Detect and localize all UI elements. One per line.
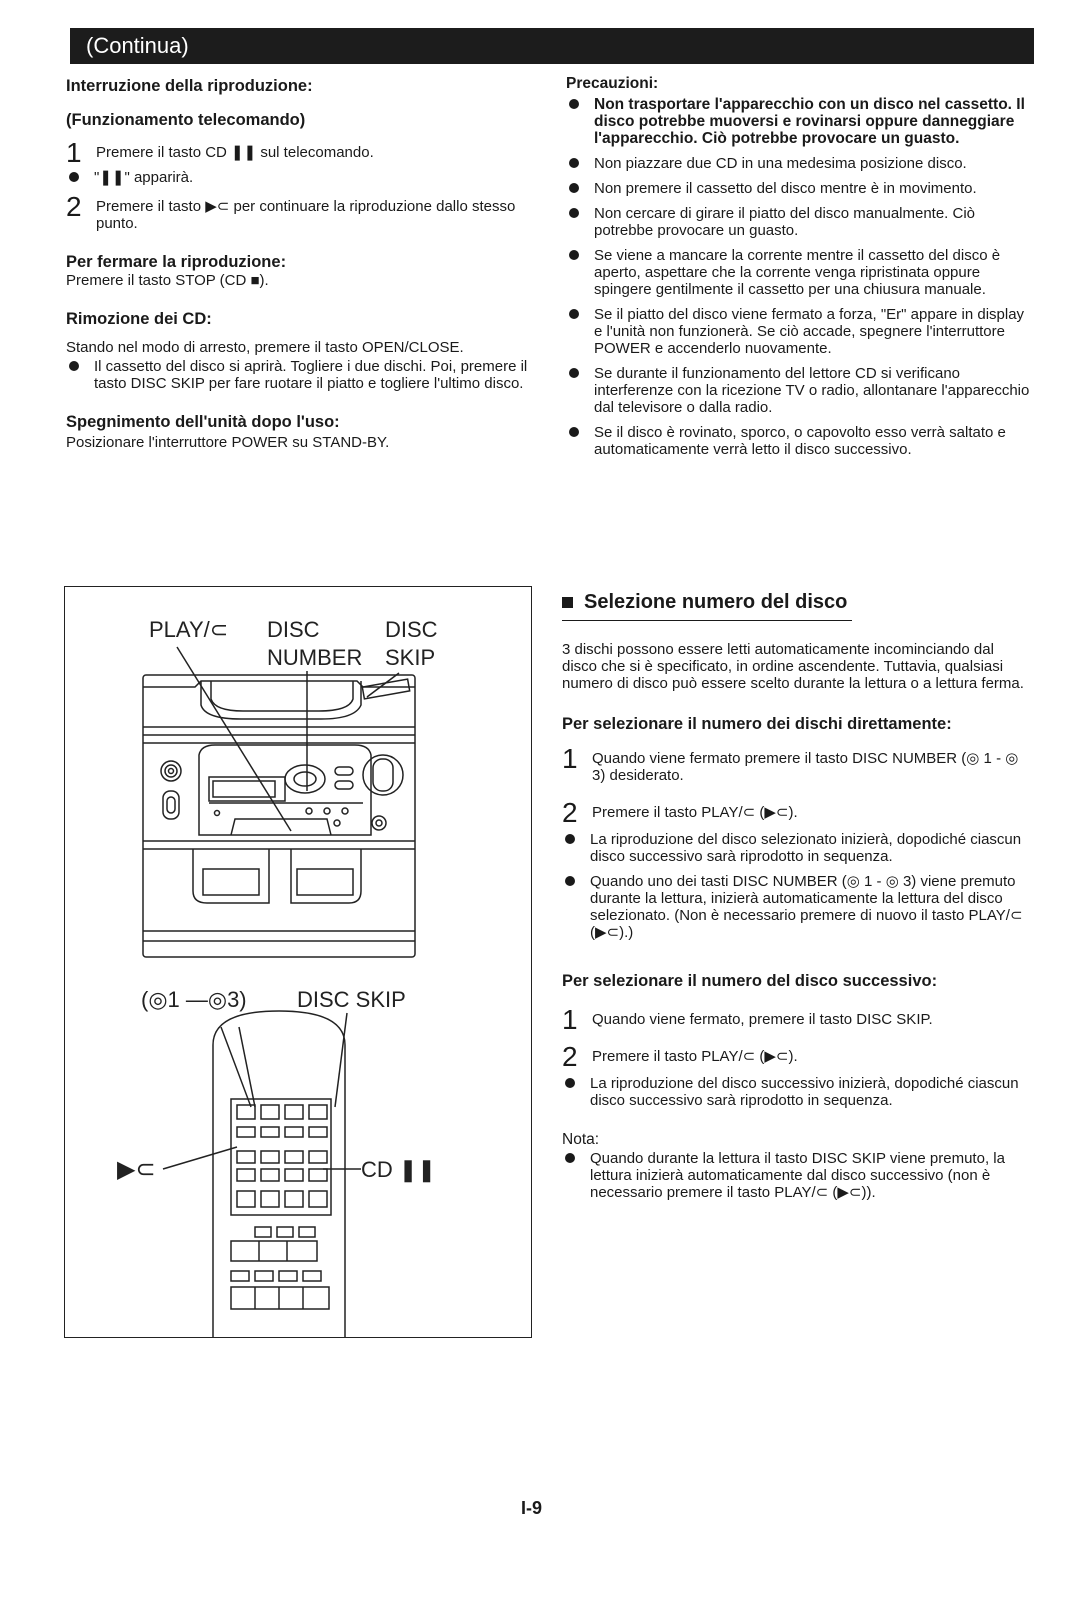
- precaution-item: [566, 365, 1036, 416]
- bullet-text: La riproduzione del disco successivo inizierà, dopodiché ciascun disco successivo sarà riprodotto in sequenza.: [590, 1075, 1019, 1109]
- bullet-dot-icon: [565, 876, 575, 886]
- precaution-text: Se il disco è rovinato, sporco, o capovolto esso verrà saltato e automaticamente verrà letto il disco successivo.: [594, 424, 1006, 458]
- precaution-item: [566, 424, 1036, 458]
- bullet-text: La riproduzione del disco selezionato inizierà, dopodiché ciascun disco successivo sarà riprodotto in sequenza.: [590, 831, 1022, 865]
- label-number: NUMBER: [267, 645, 363, 670]
- next-step-2: [562, 1041, 1032, 1072]
- label-disc-range: (◎1 —◎3): [141, 987, 247, 1012]
- remote-control: [213, 1011, 347, 1337]
- precaution-item: [566, 155, 1036, 172]
- direct-step-1: [562, 743, 1032, 784]
- bullet-dot-icon: [565, 834, 575, 844]
- bullet-dot-icon: [565, 1153, 575, 1163]
- label-disc-skip-1: DISC: [385, 617, 438, 642]
- pointer-play-remote: [163, 1147, 237, 1169]
- step-text: Premere il tasto PLAY/⊂ (▶⊂).: [592, 804, 798, 821]
- cd-player-unit: [143, 675, 415, 957]
- precaution-item: [566, 205, 1036, 239]
- precaution-item: [566, 96, 1036, 147]
- disc-select-title-text: Selezione numero del disco: [584, 591, 848, 613]
- step-number: 2: [562, 1041, 578, 1072]
- left-column: [66, 74, 544, 451]
- device-drawing: [65, 587, 533, 1339]
- bullet-dot-icon: [69, 172, 79, 182]
- bullet-dot-icon: [569, 427, 579, 437]
- precautions-section: [566, 74, 1036, 458]
- step-text: Quando viene fermato premere il tasto DISC NUMBER (◎ 1 - ◎ 3) desiderato.: [592, 750, 1019, 784]
- bullet-dot-icon: [69, 361, 79, 371]
- precaution-text: Se il piatto del disco viene fermato a forza, "Er" appare in display e l'unità non funzionerà. Se ciò accade, spegnere l'interruttore POWER e accenderlo nuovamente.: [594, 306, 1025, 357]
- page-number: I-9: [521, 1498, 543, 1518]
- step-number: 2: [562, 797, 578, 828]
- remote-button-panel: [231, 1099, 331, 1215]
- step-1-remote: [66, 137, 544, 168]
- bullet-text: Quando uno dei tasti DISC NUMBER (◎ 1 - ◎ 3) viene premuto durante la lettura, inizierà automaticamente la lettura del disco selezionato. (Non è necessario premere di nuovo il tasto PLAY/⊂ (▶⊂).): [590, 873, 1023, 941]
- step-text: Premere il tasto ▶⊂ per continuare la riproduzione dallo stesso punto.: [96, 198, 516, 232]
- off-title: Spegnimento dell'unità dopo l'uso:: [66, 413, 340, 431]
- header-title: (Continua): [86, 33, 189, 58]
- remove-title: Rimozione dei CD:: [66, 310, 212, 328]
- label-cd-pause: CD ❚❚: [361, 1157, 436, 1182]
- bullet-text: "❚❚" apparirà.: [94, 169, 194, 186]
- pause-bullet: [66, 169, 544, 186]
- label-disc: DISC: [267, 617, 320, 642]
- step-number: 2: [66, 191, 82, 222]
- label-play: PLAY/⊂: [149, 617, 229, 642]
- precaution-text: Se durante il funzionamento del lettore CD si verificano interferenze con la ricezione TV o radio, allontanare l'apparecchio dal televisore o dalla radio.: [594, 365, 1030, 416]
- precaution-item: [566, 247, 1036, 298]
- next-step-1: [562, 1004, 1032, 1035]
- bullet-dot-icon: [569, 208, 579, 218]
- stop-text: Premere il tasto STOP (CD ■).: [66, 272, 269, 289]
- precaution-text: Non piazzare due CD in una medesima posizione disco.: [594, 155, 967, 172]
- interrupt-title: Interruzione della riproduzione:: [66, 77, 313, 95]
- precaution-text: Non cercare di girare il piatto del disco manualmente. Ciò potrebbe provocare un guasto.: [594, 205, 976, 239]
- square-bullet-icon: [562, 597, 573, 608]
- bullet-dot-icon: [565, 1078, 575, 1088]
- direct-bullet: [562, 873, 1032, 941]
- bullet-dot-icon: [569, 250, 579, 260]
- direct-step-2: [562, 797, 1032, 828]
- direct-title: Per selezionare il numero dei dischi direttamente:: [562, 715, 952, 733]
- bullet-dot-icon: [569, 309, 579, 319]
- step-text: Quando viene fermato, premere il tasto DISC SKIP.: [592, 1011, 933, 1028]
- step-text: Premere il tasto CD ❚❚ sul telecomando.: [96, 144, 374, 161]
- precautions-title: Precauzioni:: [566, 75, 659, 92]
- note-title: Nota:: [562, 1131, 600, 1148]
- disc-select-intro: 3 dischi possono essere letti automaticamente incominciando dal disco che si è specificato, in ordine ascendente. Tuttavia, qualsiasi numero di disco può essere scelto durante la lettura o a lettura ferma.: [562, 641, 1024, 692]
- precaution-item: [566, 180, 1036, 197]
- bullet-dot-icon: [569, 183, 579, 193]
- bullet-dot-icon: [569, 99, 579, 109]
- disc-select-title: [562, 590, 1032, 614]
- title-underline: [562, 620, 852, 621]
- precaution-item: [566, 306, 1036, 357]
- label-disc-skip-2: DISC SKIP: [297, 987, 406, 1012]
- note-bullet: [562, 1150, 1032, 1201]
- next-title: Per selezionare il numero del disco successivo:: [562, 972, 938, 990]
- precaution-text: Non premere il cassetto del disco mentre è in movimento.: [594, 180, 977, 197]
- device-illustration: [64, 586, 532, 1338]
- bullet-dot-icon: [569, 158, 579, 168]
- stop-title: Per fermare la riproduzione:: [66, 253, 287, 271]
- remove-bullet: [66, 358, 544, 392]
- off-text: Posizionare l'interruttore POWER su STAND-BY.: [66, 434, 390, 451]
- bullet-text: Quando durante la lettura il tasto DISC SKIP viene premuto, la lettura inizierà automaticamente dal disco successivo (non è necessario premere il tasto PLAY/⊂ (▶⊂)).: [590, 1150, 1005, 1201]
- precaution-text: Se viene a mancare la corrente mentre il cassetto del disco è aperto, aspettare che la corrente venga ripristinata oppure spingere gentilmente il cassetto per una chiusura manuale.: [594, 247, 1001, 298]
- step-text: Premere il tasto PLAY/⊂ (▶⊂).: [592, 1048, 798, 1065]
- next-bullet: [562, 1075, 1032, 1109]
- remove-text: Stando nel modo di arresto, premere il tasto OPEN/CLOSE.: [66, 339, 464, 356]
- label-skip: SKIP: [385, 645, 436, 670]
- label-play-symbol: ▶⊂: [117, 1156, 156, 1183]
- disc-select-section: [562, 590, 1032, 1201]
- step-number: 1: [562, 743, 578, 774]
- step-2-remote: [66, 191, 544, 232]
- bullet-dot-icon: [569, 368, 579, 378]
- step-number: 1: [562, 1004, 578, 1035]
- remote-title: (Funzionamento telecomando): [66, 111, 306, 129]
- direct-bullet: [562, 831, 1032, 865]
- step-number: 1: [66, 137, 82, 168]
- precaution-text: Non trasportare l'apparecchio con un disco nel cassetto. Il disco potrebbe muoversi e rovinarsi oppure danneggiare l'apparecchio. Ciò potrebbe provocare un guasto.: [594, 96, 1025, 147]
- bullet-text: Il cassetto del disco si aprirà. Togliere i due dischi. Poi, premere il tasto DISC SKIP per fare ruotare il piatto e togliere l'ultimo disco.: [94, 358, 528, 392]
- header-bar: [70, 28, 1034, 64]
